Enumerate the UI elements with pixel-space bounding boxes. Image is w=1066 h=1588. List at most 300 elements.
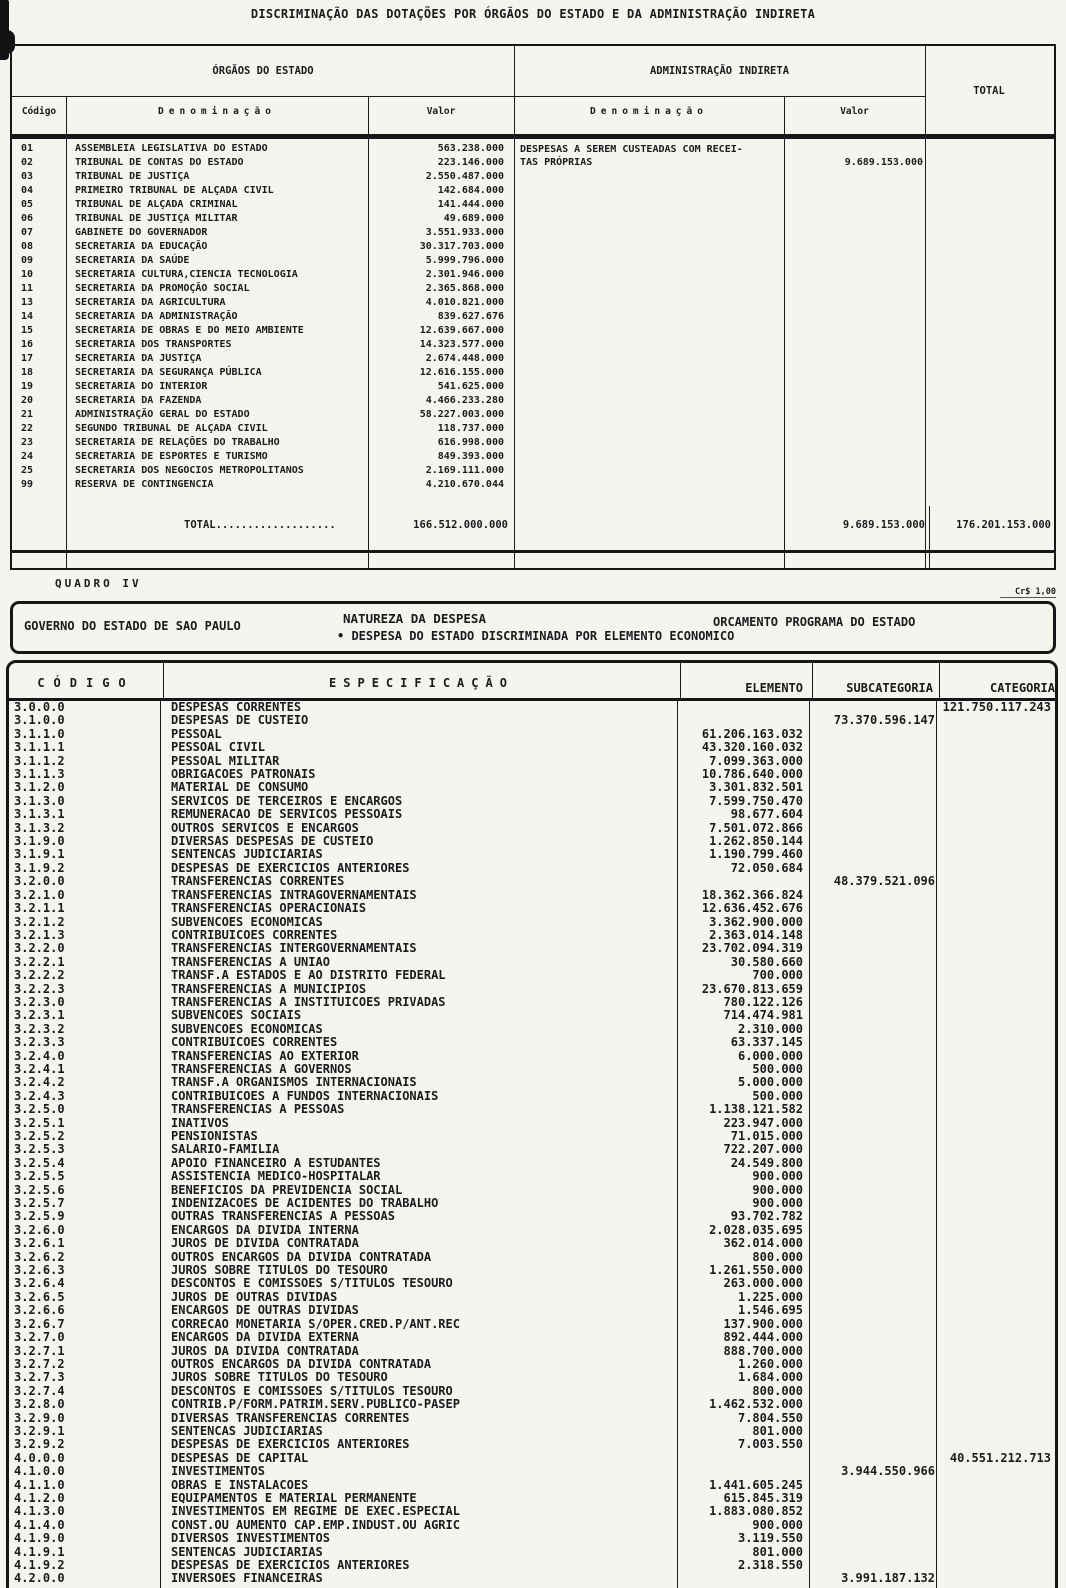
despesa-codigo: 3.2.8.0 <box>14 1397 65 1412</box>
table-row <box>9 1143 1055 1156</box>
despesa-elemento: 900.000 <box>752 1169 803 1184</box>
table-row <box>9 1237 1055 1250</box>
indireta-entry-line2: TAS PRÓPRIAS <box>520 157 593 168</box>
despesa-especificacao: JUROS DE DIVIDA CONTRATADA <box>171 1236 359 1251</box>
orgao-denominacao: TRIBUNAL DE JUSTIÇA <box>75 171 190 182</box>
despesa-codigo: 3.2.5.5 <box>14 1169 65 1184</box>
column-header-codigo: CÓDIGO <box>37 676 135 690</box>
despesa-subcategoria <box>812 996 939 1009</box>
column-header-denominacao: Denominação <box>158 106 276 117</box>
despesa-subcategoria: 3.991.187.132 <box>841 1571 935 1586</box>
despesa-especificacao: SUBVENCOES SOCIAIS <box>171 1008 302 1023</box>
table-row <box>9 1009 1055 1022</box>
despesa-codigo: 3.2.5.0 <box>14 1102 65 1117</box>
despesa-especificacao: INATIVOS <box>171 1115 229 1130</box>
despesa-subcategoria <box>812 848 939 861</box>
despesa-especificacao: DESPESAS DE EXERCICIOS ANTERIORES <box>171 860 410 875</box>
table-row <box>9 1505 1055 1518</box>
column-header-subcategoria: SUBCATEGORIA <box>846 681 933 695</box>
orgao-codigo: 13 <box>21 297 34 308</box>
orgao-denominacao: SECRETARIA DOS NEGOCIOS METROPOLITANOS <box>75 465 304 476</box>
column-divider <box>812 663 813 698</box>
table-row <box>9 781 1055 794</box>
table-row <box>9 1452 1055 1465</box>
despesa-codigo: 4.1.0.0 <box>14 1464 65 1479</box>
indireta-entry-line1: DESPESAS A SEREM CUSTEADAS COM RECEI- <box>520 144 743 155</box>
despesa-elemento <box>680 875 812 888</box>
despesa-elemento: 1.441.605.245 <box>709 1477 803 1492</box>
orgao-valor: 2.550.487.000 <box>425 171 504 182</box>
despesa-codigo: 3.2.7.1 <box>14 1343 65 1358</box>
government-name: GOVERNO DO ESTADO DE SAO PAULO <box>24 619 241 633</box>
despesa-especificacao: SENTENCAS JUDICIARIAS <box>171 1423 323 1438</box>
despesa-codigo: 3.0.0.0 <box>14 700 65 714</box>
despesa-codigo: 3.2.3.1 <box>14 1008 65 1023</box>
despesa-especificacao: TRANSFERENCIAS A GOVERNOS <box>171 1061 352 1076</box>
despesa-subcategoria <box>812 929 939 942</box>
despesa-elemento: 7.804.550 <box>737 1410 803 1425</box>
despesa-especificacao: TRANSFERENCIAS CORRENTES <box>171 874 345 889</box>
despesa-categoria <box>939 1210 1055 1223</box>
despesa-codigo: 4.1.4.0 <box>14 1517 65 1532</box>
column-header-total: TOTAL <box>973 85 1005 97</box>
table-row <box>9 1063 1055 1076</box>
despesa-especificacao: TRANSFERENCIAS A INSTITUICOES PRIVADAS <box>171 994 446 1009</box>
despesa-subcategoria <box>812 1304 939 1317</box>
despesa-especificacao: DESPESAS DE CAPITAL <box>171 1450 309 1465</box>
natureza-despesa-column-header <box>6 660 1058 701</box>
despesa-categoria <box>939 1546 1055 1559</box>
table-row <box>12 240 1054 254</box>
despesa-elemento <box>680 1572 812 1585</box>
orgao-denominacao: SECRETARIA DA PROMOÇÃO SOCIAL <box>75 283 250 294</box>
despesa-elemento: 18.362.366.824 <box>701 887 803 902</box>
table-row <box>9 1210 1055 1223</box>
despesa-codigo: 3.1.3.2 <box>14 820 65 835</box>
despesa-codigo: 3.1.3.1 <box>14 807 65 822</box>
despesa-categoria <box>939 1184 1055 1197</box>
despesa-categoria <box>939 1009 1055 1022</box>
despesa-elemento: 30.580.660 <box>730 954 803 969</box>
despesa-codigo: 3.2.6.0 <box>14 1222 65 1237</box>
despesa-codigo: 3.2.6.2 <box>14 1249 65 1264</box>
table-row <box>9 1103 1055 1116</box>
despesa-categoria <box>939 1090 1055 1103</box>
despesa-elemento: 7.599.750.470 <box>709 793 803 808</box>
despesa-especificacao: MATERIAL DE CONSUMO <box>171 780 309 795</box>
despesa-subcategoria <box>812 1157 939 1170</box>
despesa-codigo: 3.2.3.0 <box>14 994 65 1009</box>
despesa-elemento: 2.310.000 <box>737 1021 803 1036</box>
despesa-categoria <box>939 1385 1055 1398</box>
despesa-codigo: 3.2.2.0 <box>14 941 65 956</box>
table-row <box>9 701 1055 714</box>
orgao-valor: 563.238.000 <box>437 143 504 154</box>
despesa-codigo: 3.2.6.6 <box>14 1303 65 1318</box>
orgao-codigo: 08 <box>21 241 34 252</box>
despesa-categoria <box>939 902 1055 915</box>
despesa-especificacao: OUTROS ENCARGOS DA DIVIDA CONTRATADA <box>171 1356 432 1371</box>
despesa-elemento: 5.000.000 <box>737 1075 803 1090</box>
despesa-subcategoria <box>812 1237 939 1250</box>
table-row <box>9 795 1055 808</box>
orgao-codigo: 06 <box>21 213 34 224</box>
despesa-subcategoria <box>812 1479 939 1492</box>
orgao-codigo: 20 <box>21 395 34 406</box>
orgao-codigo: 01 <box>21 143 34 154</box>
despesa-categoria <box>939 1398 1055 1411</box>
despesa-categoria <box>939 1157 1055 1170</box>
table-row <box>12 422 1054 436</box>
despesa-codigo: 3.2.1.0 <box>14 887 65 902</box>
table-row <box>9 808 1055 821</box>
despesa-codigo: 3.2.6.5 <box>14 1289 65 1304</box>
table-row <box>9 1264 1055 1277</box>
despesa-codigo: 3.2.4.3 <box>14 1088 65 1103</box>
column-divider <box>939 663 940 698</box>
orgao-valor: 2.301.946.000 <box>425 269 504 280</box>
despesa-codigo: 3.2.6.1 <box>14 1236 65 1251</box>
table-row <box>9 1572 1055 1585</box>
despesa-elemento: 7.501.072.866 <box>709 820 803 835</box>
orgao-valor: 541.625.000 <box>437 381 504 392</box>
quadro-caption: QUADRO IV <box>55 577 142 590</box>
orgao-valor: 30.317.703.000 <box>419 241 504 252</box>
despesa-subcategoria <box>812 969 939 982</box>
orgao-denominacao: PRIMEIRO TRIBUNAL DE ALÇADA CIVIL <box>75 185 274 196</box>
despesa-codigo: 3.2.7.0 <box>14 1330 65 1345</box>
table-row <box>9 1438 1055 1451</box>
bottom-double-rule <box>12 550 1054 553</box>
despesa-especificacao: ENCARGOS DA DIVIDA EXTERNA <box>171 1330 359 1345</box>
table-row <box>12 212 1054 226</box>
despesa-codigo: 3.2.6.7 <box>14 1316 65 1331</box>
column-divider <box>936 701 937 1588</box>
despesa-categoria <box>939 781 1055 794</box>
despesa-codigo: 3.1.9.1 <box>14 847 65 862</box>
orgao-denominacao: SECRETARIA DA FAZENDA <box>75 395 202 406</box>
despesa-especificacao: TRANSFERENCIAS AO EXTERIOR <box>171 1048 359 1063</box>
despesa-codigo: 4.1.2.0 <box>14 1490 65 1505</box>
despesa-categoria <box>939 1076 1055 1089</box>
despesa-categoria <box>939 1130 1055 1143</box>
table-row <box>9 1479 1055 1492</box>
despesa-codigo: 4.1.9.2 <box>14 1558 65 1572</box>
table-row <box>9 1425 1055 1438</box>
despesa-categoria <box>939 1465 1055 1478</box>
despesa-especificacao: DESCONTOS E COMISSOES S/TITULOS TESOURO <box>171 1383 453 1398</box>
despesa-categoria <box>939 1412 1055 1425</box>
despesa-categoria <box>939 1237 1055 1250</box>
despesa-elemento: 1.138.121.582 <box>709 1102 803 1117</box>
despesa-codigo: 3.1.1.3 <box>14 767 65 782</box>
orgao-denominacao: SECRETARIA DE RELAÇÕES DO TRABALHO <box>75 437 280 448</box>
despesa-categoria <box>939 768 1055 781</box>
despesa-categoria <box>939 1103 1055 1116</box>
despesa-subcategoria <box>812 1063 939 1076</box>
table-row <box>9 1519 1055 1532</box>
despesa-elemento: 3.362.900.000 <box>709 914 803 929</box>
despesa-especificacao: ENCARGOS DE OUTRAS DIVIDAS <box>171 1303 359 1318</box>
orgao-codigo: 17 <box>21 353 34 364</box>
despesa-subcategoria <box>812 701 939 714</box>
despesa-elemento: 900.000 <box>752 1182 803 1197</box>
despesa-categoria <box>939 1264 1055 1277</box>
despesa-elemento: 780.122.126 <box>723 994 803 1009</box>
despesa-codigo: 3.2.0.0 <box>14 874 65 889</box>
despesa-subcategoria <box>812 1009 939 1022</box>
despesa-subcategoria <box>812 1492 939 1505</box>
despesa-categoria <box>939 1572 1055 1585</box>
despesa-codigo: 3.1.9.0 <box>14 834 65 849</box>
despesa-categoria <box>939 929 1055 942</box>
despesa-elemento: 362.014.000 <box>723 1236 803 1251</box>
table-row <box>12 198 1054 212</box>
table-row <box>12 478 1054 492</box>
despesa-especificacao: SUBVENCOES ECONOMICAS <box>171 914 323 929</box>
table-row <box>9 1318 1055 1331</box>
despesa-especificacao: CONTRIBUICOES CORRENTES <box>171 927 338 942</box>
table-row <box>9 714 1055 727</box>
table-row <box>9 1532 1055 1545</box>
column-divider <box>809 701 810 1588</box>
despesa-especificacao: ENCARGOS DA DIVIDA INTERNA <box>171 1222 359 1237</box>
despesa-subcategoria <box>812 902 939 915</box>
despesa-especificacao: TRANSFERENCIAS INTRAGOVERNAMENTAIS <box>171 887 417 902</box>
despesa-elemento: 888.700.000 <box>723 1343 803 1358</box>
despesa-codigo: 4.0.0.0 <box>14 1450 65 1465</box>
band-right-title: ORCAMENTO PROGRAMA DO ESTADO <box>713 615 916 629</box>
despesa-categoria <box>939 996 1055 1009</box>
despesa-elemento: 900.000 <box>752 1196 803 1211</box>
table-row <box>12 366 1054 380</box>
despesa-categoria <box>939 835 1055 848</box>
despesa-subcategoria <box>812 1130 939 1143</box>
despesa-elemento: 500.000 <box>752 1088 803 1103</box>
despesa-codigo: 3.2.4.1 <box>14 1061 65 1076</box>
table-row <box>9 1023 1055 1036</box>
table-row <box>9 1117 1055 1130</box>
despesa-especificacao: PENSIONISTAS <box>171 1129 258 1143</box>
orgao-denominacao: SEGUNDO TRIBUNAL DE ALÇADA CIVIL <box>75 423 268 434</box>
despesa-subcategoria <box>812 1532 939 1545</box>
orgao-valor: 2.169.111.000 <box>425 465 504 476</box>
table-row <box>9 1331 1055 1344</box>
orgao-valor: 223.146.000 <box>437 157 504 168</box>
despesa-especificacao: JUROS SOBRE TITULOS DO TESOURO <box>171 1263 388 1278</box>
table-row <box>9 1184 1055 1197</box>
despesa-codigo: 3.2.1.2 <box>14 914 65 929</box>
group-header-indireta: ADMINISTRAÇÃO INDIRETA <box>649 65 790 77</box>
despesa-especificacao: TRANSFERENCIAS A MUNICIPIOS <box>171 981 367 996</box>
despesa-especificacao: INVERSOES FINANCEIRAS <box>171 1571 323 1586</box>
despesa-categoria <box>939 875 1055 888</box>
table-row <box>12 394 1054 408</box>
despesa-especificacao: OUTROS ENCARGOS DA DIVIDA CONTRATADA <box>171 1249 432 1264</box>
table-row <box>9 1090 1055 1103</box>
despesa-elemento: 1.684.000 <box>737 1370 803 1385</box>
despesa-especificacao: DIVERSAS TRANSFERENCIAS CORRENTES <box>171 1410 410 1425</box>
despesa-subcategoria <box>812 942 939 955</box>
despesa-subcategoria <box>812 956 939 969</box>
despesa-codigo: 3.2.5.3 <box>14 1142 65 1157</box>
orgao-valor: 616.998.000 <box>437 437 504 448</box>
despesa-codigo: 3.2.9.2 <box>14 1437 65 1452</box>
despesa-especificacao: PESSOAL MILITAR <box>171 753 280 768</box>
orgao-valor: 4.210.670.044 <box>425 479 504 490</box>
despesa-elemento: 714.474.981 <box>723 1008 803 1023</box>
table-row <box>9 889 1055 902</box>
despesa-codigo: 3.2.6.3 <box>14 1263 65 1278</box>
despesa-elemento: 7.099.363.000 <box>709 753 803 768</box>
despesa-categoria <box>939 1318 1055 1331</box>
despesa-categoria <box>939 1277 1055 1290</box>
despesa-subcategoria <box>812 1559 939 1572</box>
table-row <box>12 324 1054 338</box>
despesa-subcategoria <box>812 1103 939 1116</box>
table-row <box>9 996 1055 1009</box>
table-row <box>9 1345 1055 1358</box>
despesa-elemento: 61.206.163.032 <box>701 726 803 741</box>
despesa-categoria <box>939 1023 1055 1036</box>
despesa-especificacao: DIVERSOS INVESTIMENTOS <box>171 1531 330 1546</box>
despesa-elemento: 1.260.000 <box>737 1356 803 1371</box>
despesa-subcategoria <box>812 1331 939 1344</box>
indireta-entry <box>520 143 743 169</box>
orgao-codigo: 15 <box>21 325 34 336</box>
despesa-elemento: 93.702.782 <box>730 1209 803 1224</box>
despesa-codigo: 3.2.5.1 <box>14 1115 65 1130</box>
despesa-especificacao: DIVERSAS DESPESAS DE CUSTEIO <box>171 834 374 849</box>
orgao-denominacao: SECRETARIA DE ESPORTES E TURISMO <box>75 451 268 462</box>
orgao-valor: 3.551.933.000 <box>425 227 504 238</box>
despesa-categoria <box>939 1050 1055 1063</box>
table-row <box>9 822 1055 835</box>
despesa-subcategoria <box>812 1425 939 1438</box>
despesa-categoria <box>939 808 1055 821</box>
orgao-codigo: 25 <box>21 465 34 476</box>
despesa-categoria <box>939 1425 1055 1438</box>
orgao-denominacao: SECRETARIA DA ADMINISTRAÇÃO <box>75 311 238 322</box>
despesa-subcategoria <box>812 1264 939 1277</box>
despesa-elemento: 801.000 <box>752 1423 803 1438</box>
despesa-subcategoria <box>812 822 939 835</box>
despesa-elemento: 71.015.000 <box>730 1129 803 1143</box>
orgao-valor: 12.639.667.000 <box>419 325 504 336</box>
natureza-despesa-table-body <box>6 701 1058 1588</box>
column-divider <box>677 701 678 1588</box>
despesa-categoria <box>939 1532 1055 1545</box>
despesa-elemento: 72.050.684 <box>730 860 803 875</box>
despesa-codigo: 3.2.5.2 <box>14 1129 65 1143</box>
despesa-codigo: 3.2.4.2 <box>14 1075 65 1090</box>
despesa-elemento <box>680 714 812 727</box>
despesa-subcategoria <box>812 1385 939 1398</box>
despesa-codigo: 3.2.3.2 <box>14 1021 65 1036</box>
header-heavy-rule <box>12 134 1054 139</box>
despesa-especificacao: CONTRIBUICOES A FUNDOS INTERNACIONAIS <box>171 1088 439 1103</box>
despesa-elemento: 43.320.160.032 <box>701 740 803 755</box>
table-row <box>12 254 1054 268</box>
despesa-elemento: 800.000 <box>752 1249 803 1264</box>
despesa-especificacao: DESPESAS DE EXERCICIOS ANTERIORES <box>171 1558 410 1572</box>
despesa-categoria <box>939 848 1055 861</box>
despesa-especificacao: CONTRIB.P/FORM.PATRIM.SERV.PUBLICO-PASEP <box>171 1397 460 1412</box>
despesa-categoria <box>939 956 1055 969</box>
despesa-rows <box>9 701 1055 1586</box>
despesa-categoria <box>939 1371 1055 1384</box>
column-header-especificacao: ESPECIFICAÇÃO <box>329 676 514 690</box>
table-row <box>9 1291 1055 1304</box>
despesa-categoria <box>939 1479 1055 1492</box>
totals-orgaos-valor: 166.512.000.000 <box>413 519 508 531</box>
despesa-elemento: 6.000.000 <box>737 1048 803 1063</box>
orgao-valor: 2.674.448.000 <box>425 353 504 364</box>
table-row <box>12 296 1054 310</box>
despesa-especificacao: INVESTIMENTOS <box>171 1464 265 1479</box>
despesa-elemento: 223.947.000 <box>723 1115 803 1130</box>
despesa-elemento: 12.636.452.676 <box>701 901 803 916</box>
despesa-subcategoria <box>812 781 939 794</box>
orgao-codigo: 99 <box>21 479 34 490</box>
despesa-codigo: 3.2.1.1 <box>14 901 65 916</box>
despesa-elemento: 24.549.800 <box>730 1155 803 1170</box>
orgao-denominacao: SECRETARIA DE OBRAS E DO MEIO AMBIENTE <box>75 325 304 336</box>
orgao-denominacao: SECRETARIA DA SEGURANÇA PÚBLICA <box>75 367 262 378</box>
despesa-codigo: 3.2.2.2 <box>14 968 65 983</box>
despesa-subcategoria <box>812 1076 939 1089</box>
despesa-subcategoria <box>812 768 939 781</box>
despesa-subcategoria: 48.379.521.096 <box>833 874 935 889</box>
despesa-especificacao: REMUNERACAO DE SERVICOS PESSOAIS <box>171 807 403 822</box>
table-row <box>9 1130 1055 1143</box>
despesa-elemento: 722.207.000 <box>723 1142 803 1157</box>
table-row <box>9 916 1055 929</box>
despesa-categoria <box>939 862 1055 875</box>
despesa-subcategoria <box>812 1358 939 1371</box>
despesa-codigo: 3.1.2.0 <box>14 780 65 795</box>
orgao-codigo: 18 <box>21 367 34 378</box>
despesa-categoria <box>939 1331 1055 1344</box>
orgao-denominacao: SECRETARIA DOS TRANSPORTES <box>75 339 232 350</box>
orgao-valor: 4.466.233.280 <box>425 395 504 406</box>
despesa-categoria <box>939 916 1055 929</box>
table-row <box>12 436 1054 450</box>
despesa-codigo: 3.2.3.3 <box>14 1035 65 1050</box>
despesa-elemento: 23.670.813.659 <box>701 981 803 996</box>
despesa-especificacao: CONST.OU AUMENTO CAP.EMP.INDUST.OU AGRIC <box>171 1517 460 1532</box>
column-header-denominacao-indireta: Denominação <box>590 106 708 117</box>
orgao-valor: 141.444.000 <box>437 199 504 210</box>
orgaos-dotacoes-table <box>10 44 1056 570</box>
despesa-codigo: 4.2.0.0 <box>14 1571 65 1586</box>
despesa-codigo: 3.2.1.3 <box>14 927 65 942</box>
despesa-subcategoria <box>812 1412 939 1425</box>
orgao-codigo: 21 <box>21 409 34 420</box>
despesa-especificacao: DESPESAS DE EXERCICIOS ANTERIORES <box>171 1437 410 1452</box>
orgao-valor: 839.627.676 <box>437 311 504 322</box>
despesa-subcategoria: 73.370.596.147 <box>833 713 935 728</box>
column-header-valor: Valor <box>426 106 456 117</box>
despesa-categoria <box>939 969 1055 982</box>
despesa-elemento: 801.000 <box>752 1544 803 1559</box>
despesa-subcategoria <box>812 1090 939 1103</box>
despesa-especificacao: EQUIPAMENTOS E MATERIAL PERMANENTE <box>171 1490 417 1505</box>
table-row <box>9 768 1055 781</box>
orgao-valor: 5.999.796.000 <box>425 255 504 266</box>
despesa-subcategoria <box>812 835 939 848</box>
despesa-codigo: 3.2.6.4 <box>14 1276 65 1291</box>
